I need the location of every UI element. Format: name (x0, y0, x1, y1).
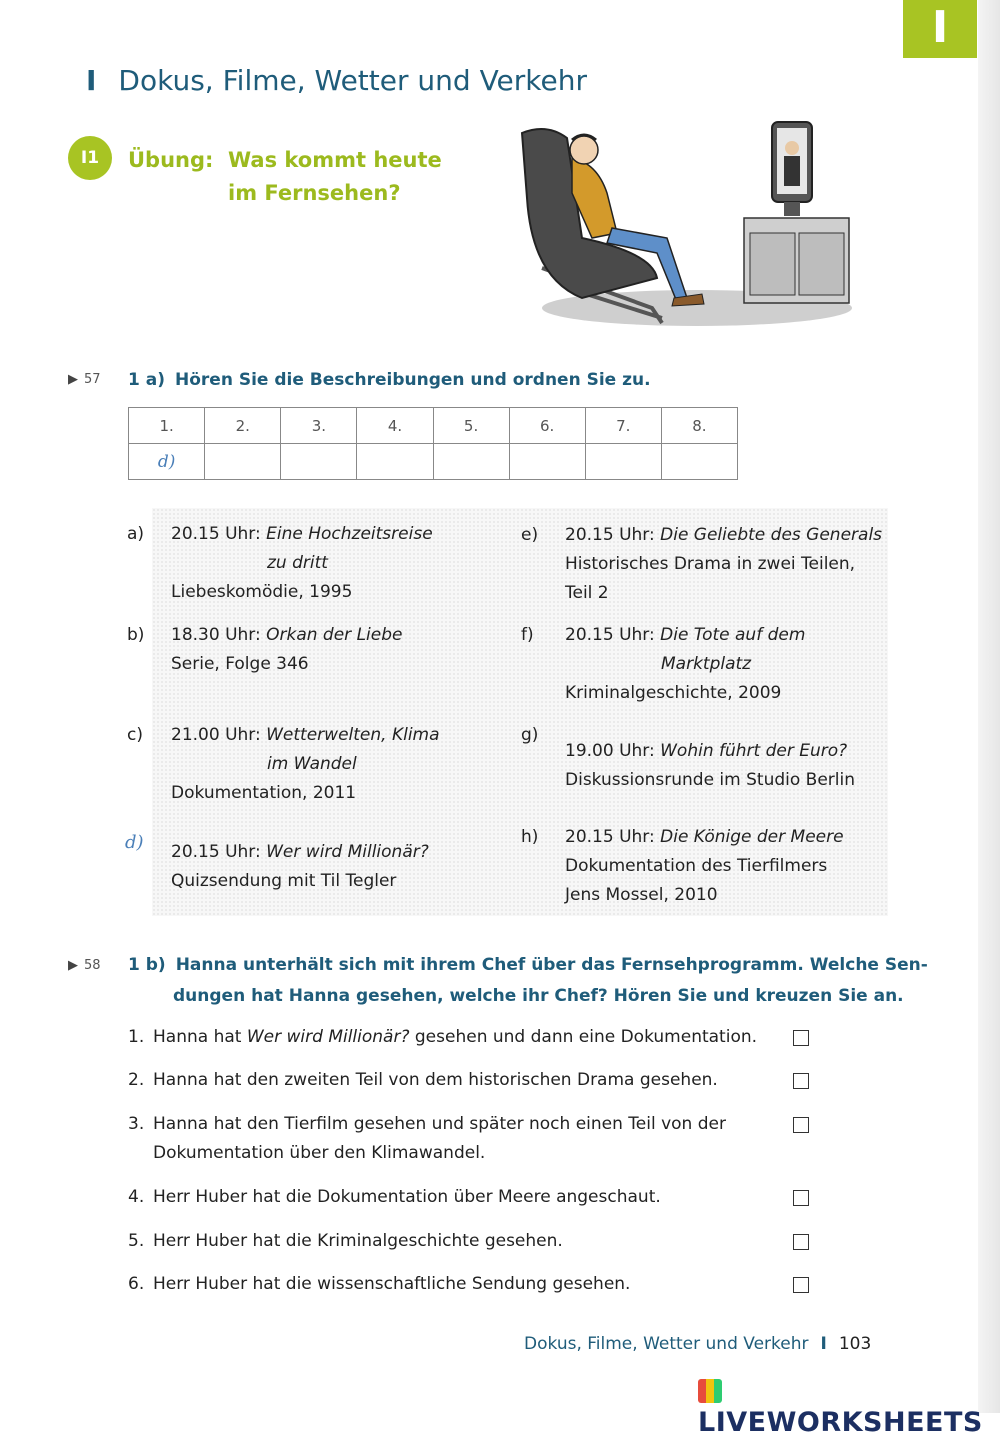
exercise-title (128, 144, 442, 210)
statement-item (128, 1183, 778, 1212)
answer-cell[interactable]: d) (129, 444, 205, 480)
program-title-cont: zu dritt (267, 553, 328, 573)
exercise-label: Übung: (128, 148, 214, 172)
program-time: 20.15 Uhr: (171, 524, 261, 544)
play-icon: ▶ (68, 372, 78, 387)
statement-text: Herr Huber hat die wissenschaftliche Sendung gesehen. (153, 1274, 631, 1294)
program-time: 20.15 Uhr: (565, 525, 655, 545)
chapter-marker: I (86, 64, 97, 97)
answer-header: 4. (357, 408, 433, 444)
track-number: 58 (84, 958, 101, 973)
page-footer (524, 1334, 871, 1354)
program-letter: e) (521, 525, 539, 545)
statement-item (128, 1270, 778, 1299)
program-genre: Diskussionsrunde im Studio Berlin (565, 770, 855, 790)
program-item (127, 721, 440, 808)
task-instruction-line1: Hanna unterhält sich mit ihrem Chef über das Fernsehprogramm. Welche Sen- (175, 955, 928, 975)
statement-item (128, 1066, 778, 1095)
page-number: 103 (838, 1334, 872, 1354)
task-1b (128, 950, 928, 1012)
program-title: Wetterwelten, Klima (266, 725, 440, 745)
audio-track-57[interactable] (68, 372, 101, 387)
program-letter: g) (521, 725, 539, 745)
answer-cell[interactable] (433, 444, 509, 480)
program-item (127, 621, 403, 679)
checkbox[interactable] (793, 1190, 809, 1206)
program-time: 20.15 Uhr: (565, 625, 655, 645)
answer-cell[interactable] (585, 444, 661, 480)
program-title: Orkan der Liebe (266, 625, 403, 645)
program-title: Wohin führt der Euro? (660, 741, 848, 761)
program-genre: Serie, Folge 346 (171, 654, 309, 674)
answer-cell[interactable] (357, 444, 433, 480)
answer-table (128, 407, 738, 480)
program-item (521, 823, 844, 910)
statement-item (128, 1227, 778, 1256)
tv-viewer-illustration (512, 118, 857, 348)
statement-text: Hanna hat (153, 1027, 247, 1047)
statement-number: 2. (128, 1070, 145, 1090)
checkbox[interactable] (793, 1117, 809, 1133)
audio-track-58[interactable] (68, 958, 101, 973)
answer-header: 2. (205, 408, 281, 444)
checkbox[interactable] (793, 1030, 809, 1046)
statement-text: Herr Huber hat die Dokumentation über Meere angeschaut. (153, 1187, 661, 1207)
program-genre: Dokumentation des Tierfilmers (565, 856, 828, 876)
statement-text: Herr Huber hat die Kriminalgeschichte gesehen. (153, 1231, 563, 1251)
task-1a (128, 365, 651, 396)
task-number: 1 a) (128, 370, 165, 390)
program-genre: Quizsendung mit Til Tegler (171, 871, 397, 891)
program-genre: Dokumentation, 2011 (171, 783, 357, 803)
statement-item (128, 1110, 778, 1168)
program-title: Eine Hochzeitsreise (266, 524, 433, 544)
program-item (521, 621, 806, 708)
program-title: Die Tote auf dem (660, 625, 806, 645)
footer-marker: I (820, 1334, 827, 1354)
footer-text: Dokus, Filme, Wetter und Verkehr (524, 1334, 809, 1354)
task-instruction-line2: dungen hat Hanna gesehen, welche ihr Chef? Hören Sie und kreuzen Sie an. (173, 986, 904, 1006)
answer-header: 6. (509, 408, 585, 444)
statement-text: Hanna hat den zweiten Teil von dem historischen Drama gesehen. (153, 1070, 718, 1090)
statement-text-end: gesehen und dann eine Dokumentation. (409, 1027, 758, 1047)
answer-cell[interactable] (205, 444, 281, 480)
chapter-title (86, 64, 587, 97)
answer-header: 7. (585, 408, 661, 444)
exercise-title-line2: im Fernsehen? (228, 181, 401, 205)
answer-header: 8. (661, 408, 737, 444)
program-letter: h) (521, 827, 539, 847)
program-title-cont: im Wandel (267, 754, 357, 774)
program-time: 18.30 Uhr: (171, 625, 261, 645)
answer-header: 1. (129, 408, 205, 444)
exercise-badge: I1 (68, 136, 112, 180)
program-time: 19.00 Uhr: (565, 741, 655, 761)
program-time: 20.15 Uhr: (171, 842, 261, 862)
answer-cell[interactable] (281, 444, 357, 480)
statement-number: 4. (128, 1187, 145, 1207)
program-letter: f) (521, 625, 534, 645)
liveworksheets-logo-icon (698, 1379, 722, 1403)
chapter-title-text: Dokus, Filme, Wetter und Verkehr (118, 64, 587, 97)
program-item (521, 725, 855, 795)
answer-cell[interactable] (661, 444, 737, 480)
program-title: Die Könige der Meere (660, 827, 844, 847)
statement-number: 5. (128, 1231, 145, 1251)
handwritten-strikethrough-letter: d) (125, 832, 144, 853)
statement-text: Hanna hat den Tierfilm gesehen und später noch einen Teil von der (153, 1114, 726, 1134)
checkbox[interactable] (793, 1073, 809, 1089)
program-title: Die Geliebte des Generals (660, 525, 883, 545)
exercise-title-line1: Was kommt heute (228, 148, 442, 172)
program-letter: a) (127, 524, 145, 544)
page-edge (978, 0, 1000, 1413)
statement-item (128, 1023, 778, 1052)
program-time: 20.15 Uhr: (565, 827, 655, 847)
program-genre: Kriminalgeschichte, 2009 (565, 683, 782, 703)
play-icon: ▶ (68, 958, 78, 973)
statement-number: 6. (128, 1274, 145, 1294)
statement-emphasis: Wer wird Millionär? (246, 1027, 410, 1047)
program-item (521, 521, 883, 608)
program-letter: c) (127, 725, 143, 745)
program-title: Wer wird Millionär? (266, 842, 429, 862)
program-title-cont: Marktplatz (661, 654, 752, 674)
program-genre: Historisches Drama in zwei Teilen, (565, 554, 856, 574)
program-extra: Jens Mossel, 2010 (565, 885, 718, 905)
program-time: 21.00 Uhr: (171, 725, 261, 745)
track-number: 57 (84, 372, 101, 387)
program-item (125, 832, 429, 896)
program-letter: b) (127, 625, 145, 645)
task-instruction: Hören Sie die Beschreibungen und ordnen Sie zu. (175, 370, 651, 390)
task-number: 1 b) (128, 955, 166, 975)
statement-text-line2: Dokumentation über den Klimawandel. (153, 1143, 486, 1163)
program-extra: Teil 2 (565, 583, 609, 603)
chapter-tab: I (903, 0, 977, 58)
answer-header: 5. (433, 408, 509, 444)
checkbox[interactable] (793, 1277, 809, 1293)
liveworksheets-watermark (698, 1376, 1000, 1438)
watermark-text: LIVEWORKSHEETS (698, 1407, 983, 1438)
statement-number: 1. (128, 1027, 145, 1047)
answer-header: 3. (281, 408, 357, 444)
checkbox[interactable] (793, 1234, 809, 1250)
program-genre: Liebeskomödie, 1995 (171, 582, 353, 602)
answer-cell[interactable] (509, 444, 585, 480)
program-item (127, 520, 433, 607)
statement-number: 3. (128, 1114, 145, 1134)
